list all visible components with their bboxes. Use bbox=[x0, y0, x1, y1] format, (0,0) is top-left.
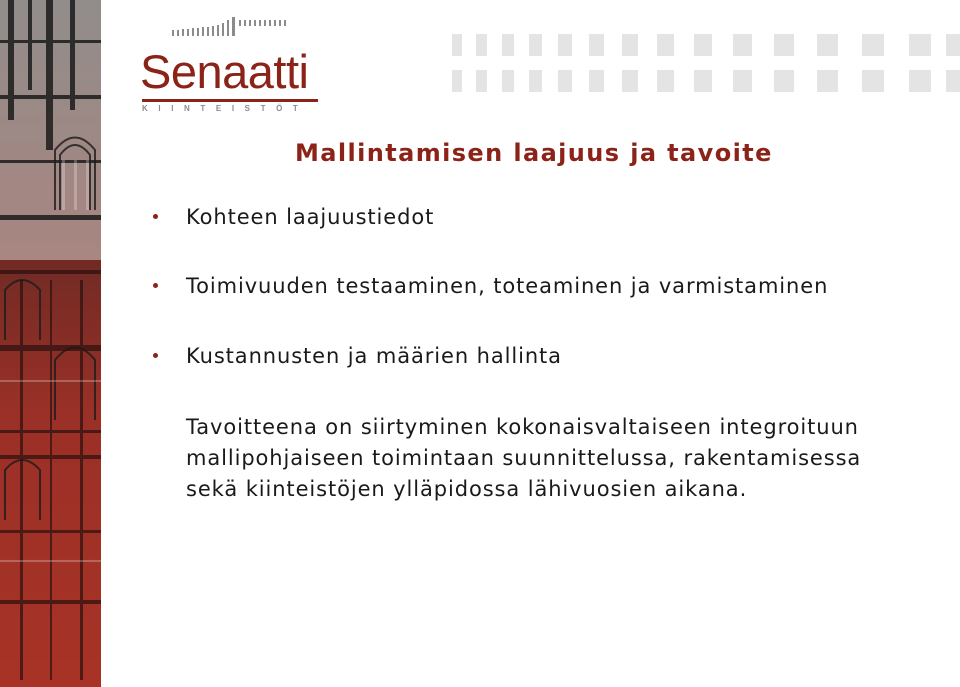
senaatti-logo bbox=[140, 14, 325, 124]
bullet-dot-icon bbox=[153, 214, 158, 219]
paragraph-line: sekä kiinteistöjen ylläpidossa lähivuosien aikana. bbox=[186, 477, 748, 501]
logo-wordmark: Senaatti bbox=[140, 45, 309, 98]
paragraph-line: Tavoitteena on siirtyminen kokonaisvaltaiseen integroituun bbox=[186, 415, 859, 439]
building-facade-image bbox=[0, 0, 101, 687]
side-decoration-image bbox=[0, 0, 101, 687]
paragraph-line: mallipohjaiseen toimintaan suunnittelussa, rakentamisessa bbox=[186, 446, 862, 470]
decorative-square-pattern bbox=[452, 34, 960, 94]
bullet-dot-icon bbox=[153, 353, 158, 358]
logo-tagline: KIINTEISTÖT bbox=[142, 104, 309, 113]
bullet-text: Toimivuuden testaaminen, toteaminen ja varmistaminen bbox=[186, 274, 829, 298]
bullet-text: Kohteen laajuustiedot bbox=[186, 205, 435, 229]
bullet-text: Kustannusten ja määrien hallinta bbox=[186, 344, 562, 368]
logo-tick-marks-icon bbox=[172, 16, 292, 44]
bullet-dot-icon bbox=[153, 283, 158, 288]
summary-paragraph bbox=[186, 412, 951, 505]
logo-divider bbox=[142, 99, 318, 102]
slide-title: Mallintamisen laajuus ja tavoite bbox=[295, 139, 773, 167]
